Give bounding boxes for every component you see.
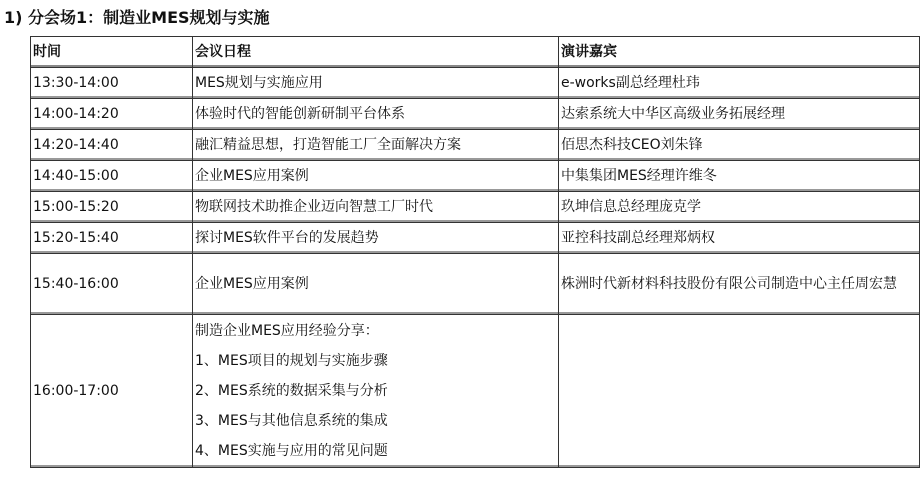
speaker-cell: 株洲时代新材料科技股份有限公司制造中心主任周宏慧 xyxy=(559,254,920,315)
column-header-speaker: 演讲嘉宾 xyxy=(559,37,920,68)
time-cell: 15:00-15:20 xyxy=(31,192,193,223)
agenda-line: 1、MES项目的规划与实施步骤 xyxy=(195,353,388,369)
session-heading: 1) 分会场1：制造业MES规划与实施 xyxy=(4,8,270,27)
agenda-cell xyxy=(193,315,559,468)
agenda-cell: 企业MES应用案例 xyxy=(193,161,559,192)
time-cell: 14:20-14:40 xyxy=(31,130,193,161)
table-row xyxy=(31,254,920,315)
table-header-row xyxy=(31,37,920,68)
agenda-line: 2、MES系统的数据采集与分析 xyxy=(195,383,388,399)
agenda-table xyxy=(30,36,920,468)
table-row xyxy=(31,68,920,99)
speaker-cell: 达索系统大中华区高级业务拓展经理 xyxy=(559,99,920,130)
table-row xyxy=(31,192,920,223)
time-cell: 16:00-17:00 xyxy=(31,315,193,468)
column-header-time: 时间 xyxy=(31,37,193,68)
agenda-cell: 探讨MES软件平台的发展趋势 xyxy=(193,223,559,254)
time-cell: 14:40-15:00 xyxy=(31,161,193,192)
agenda-line: 3、MES与其他信息系统的集成 xyxy=(195,413,388,429)
agenda-cell: 体验时代的智能创新研制平台体系 xyxy=(193,99,559,130)
agenda-cell: 企业MES应用案例 xyxy=(193,254,559,315)
table-row xyxy=(31,99,920,130)
speaker-cell: 玖坤信息总经理庞克学 xyxy=(559,192,920,223)
agenda-cell: 物联网技术助推企业迈向智慧工厂时代 xyxy=(193,192,559,223)
agenda-line: 4、MES实施与应用的常见问题 xyxy=(195,443,388,459)
agenda-cell: MES规划与实施应用 xyxy=(193,68,559,99)
table-row xyxy=(31,130,920,161)
agenda-cell: 融汇精益思想，打造智能工厂全面解决方案 xyxy=(193,130,559,161)
agenda-line: 制造企业MES应用经验分享： xyxy=(195,323,379,339)
speaker-cell xyxy=(559,315,920,468)
time-cell: 14:00-14:20 xyxy=(31,99,193,130)
table-row xyxy=(31,315,920,468)
time-cell: 15:40-16:00 xyxy=(31,254,193,315)
speaker-cell: 亚控科技副总经理郑炳权 xyxy=(559,223,920,254)
speaker-cell: 佰思杰科技CEO刘朱锋 xyxy=(559,130,920,161)
speaker-cell: e-works副总经理杜玮 xyxy=(559,68,920,99)
time-cell: 13:30-14:00 xyxy=(31,68,193,99)
table-row xyxy=(31,161,920,192)
table-row xyxy=(31,223,920,254)
speaker-cell: 中集集团MES经理许维冬 xyxy=(559,161,920,192)
time-cell: 15:20-15:40 xyxy=(31,223,193,254)
column-header-agenda: 会议日程 xyxy=(193,37,559,68)
